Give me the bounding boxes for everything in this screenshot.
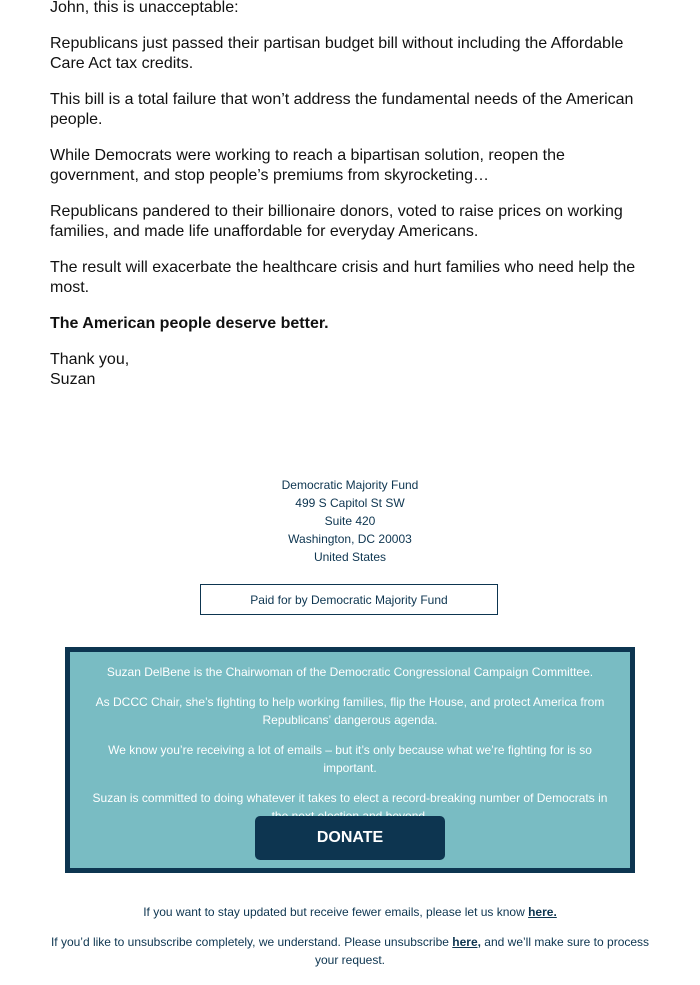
donate-button[interactable]: DONATE	[255, 816, 445, 860]
unsubscribe-text: If you’d like to unsubscribe completely, we understand. Please unsubscribe	[50, 935, 453, 949]
paragraph: The result will exacerbate the healthcare crisis and hurt families who need help the most.	[50, 259, 636, 296]
bio-line: Suzan DelBene is the Chairwoman of the Democratic Congressional Campaign Committee.	[106, 665, 594, 679]
greeting: John, this is unacceptable:	[50, 0, 239, 16]
unsubscribe-text-end: and we’ll make sure to process your request.	[314, 935, 650, 967]
paragraph: Republicans just passed their partisan budget bill without including the Affordable Care Act tax credits.	[50, 35, 624, 72]
fewer-emails-text: If you want to stay updated but receive fewer emails, please let us know	[143, 905, 529, 919]
street: 499 S Capitol St SW	[295, 496, 405, 510]
footer-address	[0, 476, 700, 566]
unsubscribe-note	[50, 933, 650, 969]
bio-line: We know you’re receiving a lot of emails – but it’s only because what we’re fighting for is so important.	[108, 743, 592, 775]
emphasis-line: The American people deserve better.	[50, 315, 329, 332]
paragraph: Republicans pandered to their billionaire donors, voted to raise prices on working families, and made life unaffordable for everyday Americans.	[50, 203, 623, 240]
bio-panel	[65, 647, 635, 873]
signoff: Thank you,	[50, 351, 130, 368]
country: United States	[313, 550, 387, 564]
signature: Suzan	[50, 371, 96, 388]
org-name: Democratic Majority Fund	[281, 478, 419, 492]
bio-line: As DCCC Chair, she’s fighting to help working families, flip the House, and protect America from Republicans’ dangerous agenda.	[95, 695, 605, 727]
paragraph: This bill is a total failure that won’t address the fundamental needs of the American people.	[50, 91, 634, 128]
bio-line: Suzan is committed to doing whatever it takes to elect a record-breaking number of Democrats in	[92, 791, 608, 805]
signoff-block	[50, 350, 650, 390]
paragraph: While Democrats were working to reach a bipartisan solution, reopen the government, and stop people’s premiums from skyrocketing…	[50, 147, 565, 184]
paid-for-disclaimer: Paid for by Democratic Majority Fund	[200, 584, 498, 615]
unsubscribe-link[interactable]: here,	[452, 935, 481, 949]
email-preferences	[50, 903, 650, 981]
fewer-emails-link[interactable]: here.	[528, 905, 557, 919]
fewer-emails-note	[50, 903, 650, 921]
email-body	[50, 0, 650, 390]
suite: Suite 420	[324, 514, 376, 528]
city-state-zip: Washington, DC 20003	[288, 532, 412, 546]
